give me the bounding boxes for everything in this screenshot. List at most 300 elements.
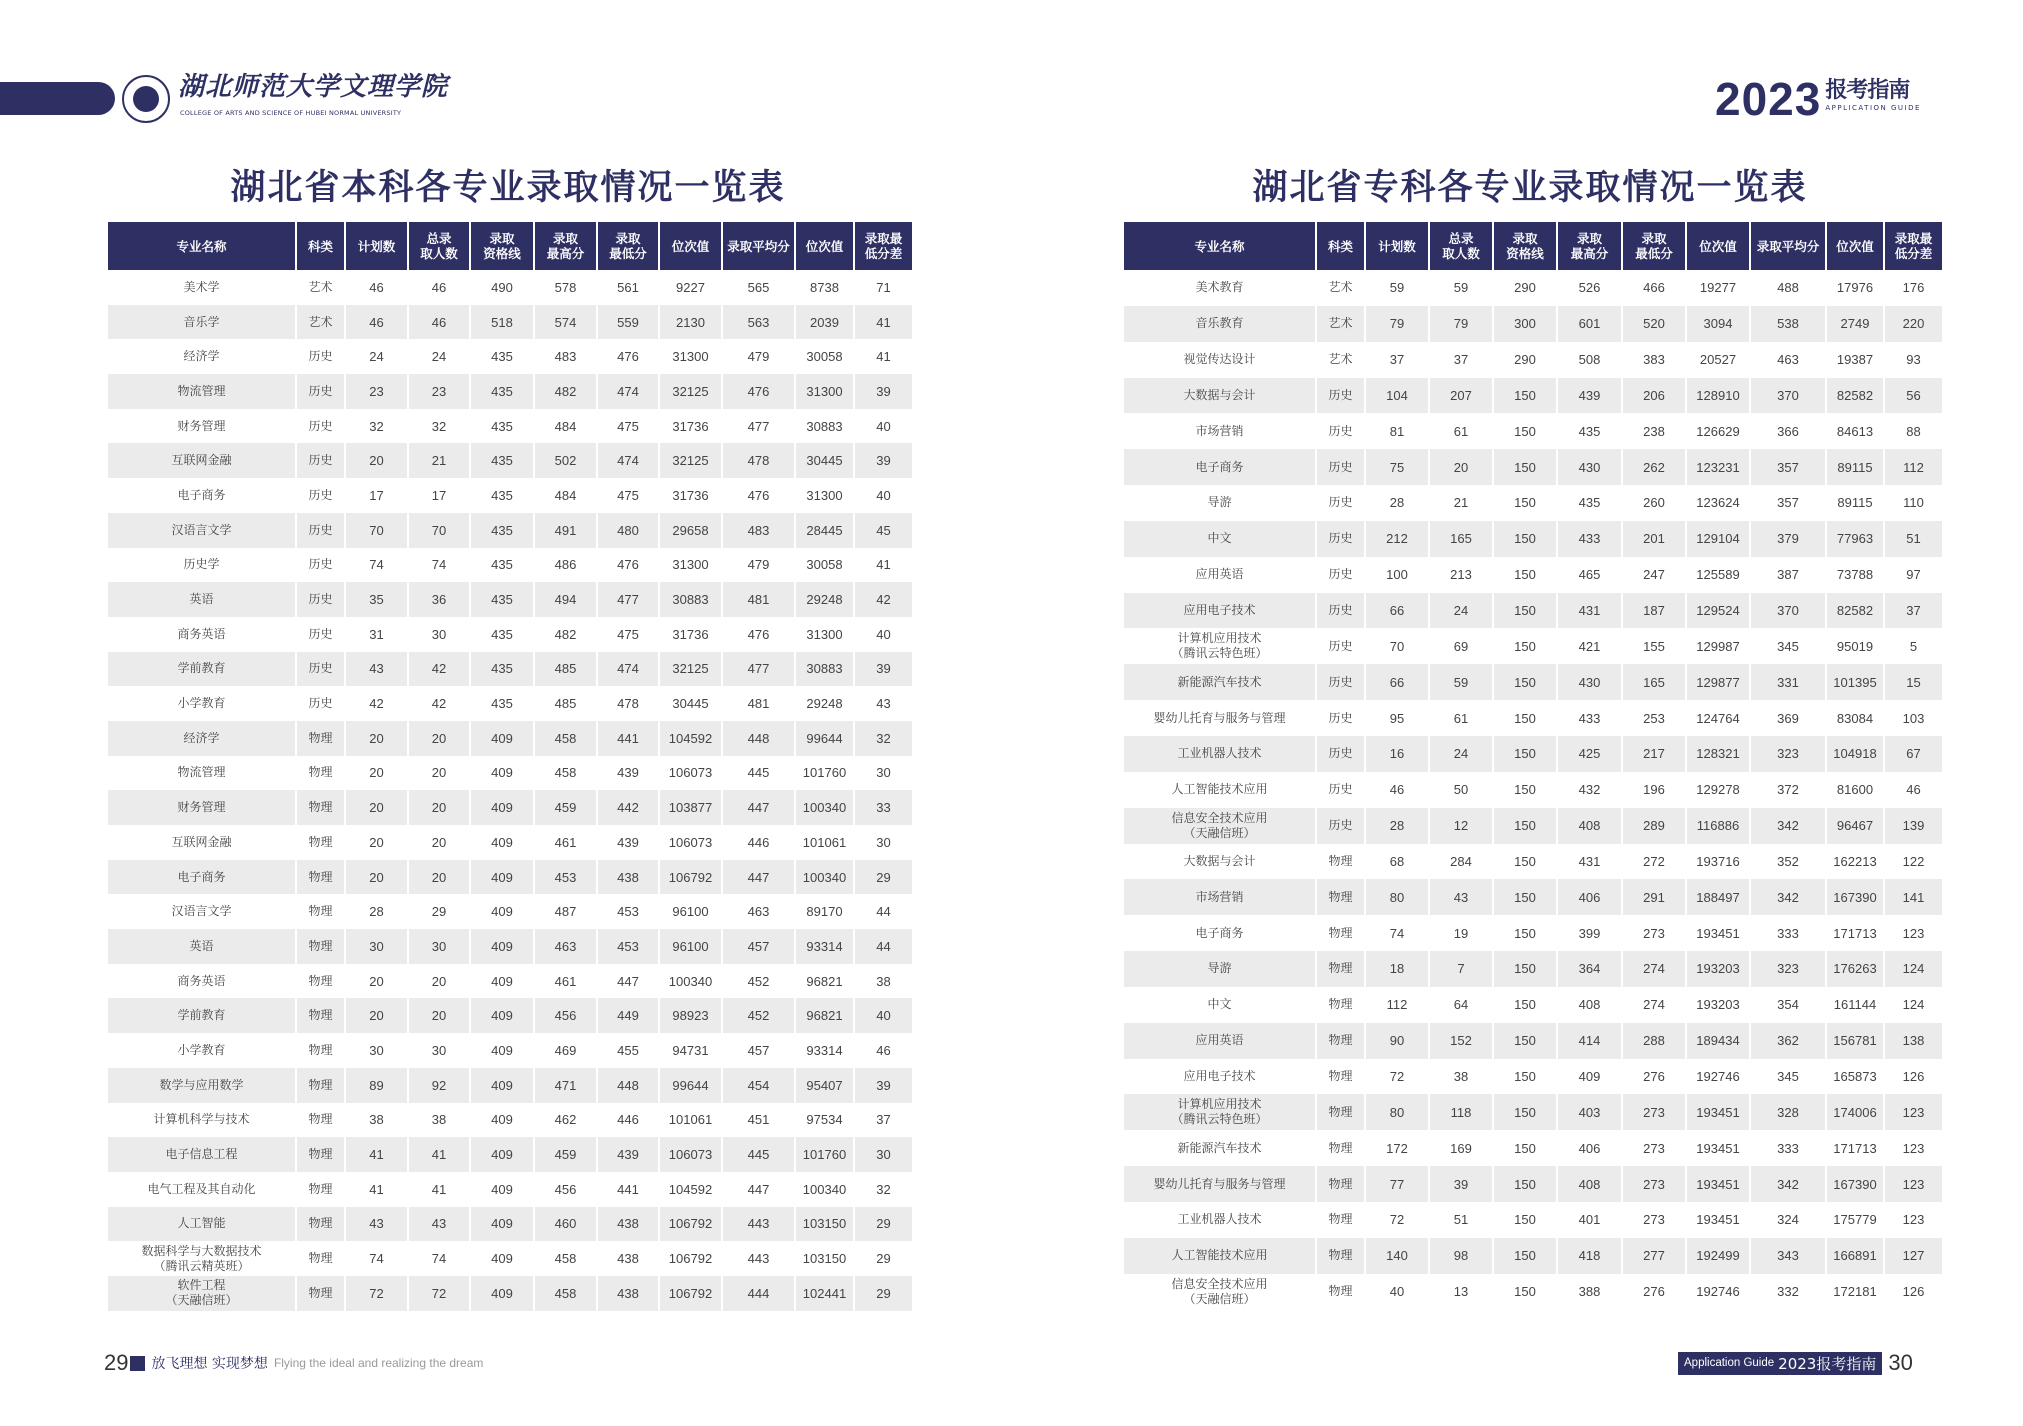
table-row: [1124, 664, 1942, 700]
cell-plan-count: 75: [1366, 449, 1430, 485]
table-row: [108, 513, 912, 548]
cell-rank: 31736: [660, 617, 723, 652]
cell-admitted-count: 21: [1430, 485, 1494, 521]
cell-min-score: 288: [1623, 1023, 1687, 1059]
cell-category: 物理: [1317, 1202, 1366, 1238]
cell-avg-score: 476: [723, 617, 796, 652]
cell-rank: 30445: [660, 686, 723, 721]
cell-plan-count: 89: [346, 1068, 409, 1103]
cell-avg-score: 362: [1751, 1023, 1827, 1059]
cell-plan-count: 41: [346, 1137, 409, 1172]
table-row: [1124, 772, 1942, 808]
cell-max-score: 458: [535, 1241, 598, 1276]
cell-qualify-line: 409: [471, 1137, 535, 1172]
cell-rank: 129524: [1687, 593, 1751, 629]
table-row: [108, 409, 912, 444]
cell-avg-rank: 161144: [1827, 987, 1885, 1023]
cell-avg-score: 446: [723, 825, 796, 860]
cell-major-name: 应用英语: [1124, 1023, 1317, 1059]
cell-category: 物理: [1317, 987, 1366, 1023]
cell-max-score: 484: [535, 478, 598, 513]
cell-category: 历史: [1317, 593, 1366, 629]
cell-category: 物理: [297, 1103, 346, 1138]
cell-category: 历史: [297, 374, 346, 409]
cell-min-score-diff: 29: [855, 1207, 912, 1242]
cell-min-score-diff: 37: [1885, 593, 1942, 629]
cell-rank: 94731: [660, 1033, 723, 1068]
cell-avg-score: 477: [723, 409, 796, 444]
cell-category: 艺术: [297, 270, 346, 305]
cell-admitted-count: 79: [1430, 306, 1494, 342]
cell-rank: 193203: [1687, 987, 1751, 1023]
cell-admitted-count: 24: [1430, 736, 1494, 772]
cell-rank: 101061: [660, 1103, 723, 1138]
footer-guide-en: Application Guide: [1684, 1357, 1775, 1369]
cell-plan-count: 41: [346, 1172, 409, 1207]
cell-qualify-line: 518: [471, 305, 535, 340]
cell-rank: 128321: [1687, 736, 1751, 772]
cell-avg-rank: 100340: [796, 860, 855, 895]
cell-admitted-count: 43: [1430, 879, 1494, 915]
cell-category: 历史: [297, 513, 346, 548]
cell-avg-score: 565: [723, 270, 796, 305]
table-row: [1124, 951, 1942, 987]
cell-avg-rank: 73788: [1827, 557, 1885, 593]
cell-qualify-line: 435: [471, 478, 535, 513]
table-row: [108, 964, 912, 999]
cell-admitted-count: 152: [1430, 1023, 1494, 1059]
cell-min-score: 206: [1623, 378, 1687, 414]
cell-qualify-line: 150: [1494, 628, 1558, 664]
cell-min-score: 273: [1623, 1130, 1687, 1166]
cell-admitted-count: 20: [409, 964, 471, 999]
cell-max-score: 433: [1558, 700, 1623, 736]
cell-min-score-diff: 139: [1885, 808, 1942, 844]
cell-qualify-line: 150: [1494, 1023, 1558, 1059]
cell-admitted-count: 92: [409, 1068, 471, 1103]
cell-max-score: 574: [535, 305, 598, 340]
cell-avg-score: 445: [723, 756, 796, 791]
cell-avg-score: 445: [723, 1137, 796, 1172]
cell-major-name: 电子商务: [108, 860, 297, 895]
cell-avg-score: 457: [723, 929, 796, 964]
cell-category: 艺术: [1317, 270, 1366, 306]
cell-max-score: 486: [535, 548, 598, 583]
cell-admitted-count: 207: [1430, 378, 1494, 414]
cell-qualify-line: 150: [1494, 1238, 1558, 1274]
column-header-admitted-count: 总录 取人数: [1430, 222, 1494, 270]
cell-min-score: 289: [1623, 808, 1687, 844]
cell-plan-count: 23: [346, 374, 409, 409]
cell-category: 历史: [1317, 628, 1366, 664]
cell-plan-count: 16: [1366, 736, 1430, 772]
cell-min-score: 383: [1623, 342, 1687, 378]
column-header-plan-count: 计划数: [346, 222, 409, 270]
table-row: [1124, 844, 1942, 880]
cell-min-score: 438: [598, 1241, 660, 1276]
cell-qualify-line: 150: [1494, 915, 1558, 951]
table-row: [108, 1137, 912, 1172]
cell-qualify-line: 150: [1494, 772, 1558, 808]
cell-plan-count: 42: [346, 686, 409, 721]
cell-avg-score: 448: [723, 721, 796, 756]
cell-category: 物理: [1317, 1130, 1366, 1166]
cell-major-name: 人工智能: [108, 1207, 297, 1242]
cell-min-score-diff: 123: [1885, 1094, 1942, 1130]
cell-major-name: 电子商务: [1124, 449, 1317, 485]
cell-min-score-diff: 71: [876, 279, 891, 295]
cell-min-score: 272: [1623, 844, 1687, 880]
cell-rank: 19277: [1687, 270, 1751, 306]
guide-title-en: APPLICATION GUIDE: [1825, 104, 1921, 112]
table-row: [108, 582, 912, 617]
cell-min-score: 276: [1623, 1274, 1687, 1310]
column-header-avg-score: 录取平均分: [1751, 222, 1827, 270]
cell-plan-count: 35: [346, 582, 409, 617]
cell-avg-score: 342: [1751, 879, 1827, 915]
cell-major-name: 应用电子技术: [1124, 1059, 1317, 1095]
slogan-cn: 放飞理想 实现梦想: [151, 1356, 268, 1372]
cell-rank: 98923: [660, 998, 723, 1033]
cell-max-score: 388: [1558, 1274, 1623, 1310]
table-row: [1124, 306, 1942, 342]
cell-admitted-count: 20: [409, 790, 471, 825]
cell-min-score-diff: 124: [1885, 951, 1942, 987]
cell-avg-score: 372: [1751, 772, 1827, 808]
cell-avg-score: 328: [1751, 1094, 1827, 1130]
cell-major-name: 信息安全技术应用 （天融信班）: [1124, 1274, 1317, 1310]
cell-category: 历史: [1317, 449, 1366, 485]
table-row: [1124, 628, 1942, 664]
cell-min-score-diff: 126: [1902, 1284, 1925, 1300]
cell-avg-score: 369: [1751, 700, 1827, 736]
cell-min-score: 277: [1623, 1238, 1687, 1274]
seal-emblem-icon: [133, 86, 159, 112]
cell-plan-count: 74: [346, 1241, 409, 1276]
cell-avg-rank: 101760: [796, 1137, 855, 1172]
cell-avg-score: 333: [1751, 915, 1827, 951]
guide-year: 2023: [1715, 73, 1822, 125]
cell-min-score: 273: [1623, 1094, 1687, 1130]
cell-avg-rank: 165873: [1827, 1059, 1885, 1095]
footer-guide-cn: 2023报考指南: [1778, 1354, 1877, 1373]
cell-plan-count: 37: [1366, 342, 1430, 378]
cell-rank: 189434: [1687, 1023, 1751, 1059]
cell-admitted-count: 74: [409, 1241, 471, 1276]
cell-admitted-count: 13: [1430, 1274, 1494, 1310]
cell-category: 物理: [1317, 1238, 1366, 1274]
cell-min-score-diff: 45: [855, 513, 912, 548]
table-row: [108, 1241, 912, 1276]
cell-min-score-diff: 138: [1885, 1023, 1942, 1059]
cell-avg-rank: 96821: [796, 998, 855, 1033]
table-row: [108, 1103, 912, 1138]
cell-major-name: 物流管理: [108, 374, 297, 409]
cell-min-score-diff: 51: [1885, 521, 1942, 557]
cell-max-score: 601: [1558, 306, 1623, 342]
cell-max-score: 482: [535, 374, 598, 409]
cell-category: 物理: [1317, 1023, 1366, 1059]
cell-min-score: 474: [598, 374, 660, 409]
cell-major-name: 汉语言文学: [108, 513, 297, 548]
cell-plan-count: 80: [1366, 1094, 1430, 1130]
cell-avg-rank: 82582: [1827, 378, 1885, 414]
cell-qualify-line: 435: [471, 617, 535, 652]
cell-plan-count: 28: [1366, 808, 1430, 844]
cell-category: 物理: [297, 1276, 346, 1311]
cell-rank: 9227: [660, 270, 723, 305]
cell-avg-score: 447: [723, 790, 796, 825]
cell-admitted-count: 59: [1430, 664, 1494, 700]
cell-avg-rank: 29248: [796, 686, 855, 721]
cell-rank: 31300: [660, 339, 723, 374]
cell-min-score: 480: [598, 513, 660, 548]
cell-qualify-line: 435: [471, 548, 535, 583]
cell-plan-count: 46: [346, 270, 409, 305]
cell-qualify-line: 435: [471, 686, 535, 721]
cell-plan-count: 59: [1366, 270, 1430, 306]
cell-qualify-line: 150: [1494, 1130, 1558, 1166]
cell-avg-score: 379: [1751, 521, 1827, 557]
cell-plan-count: 66: [1366, 664, 1430, 700]
page-number-right: 30: [1888, 1350, 1913, 1375]
cell-avg-rank: 77963: [1827, 521, 1885, 557]
cell-rank: 30883: [660, 582, 723, 617]
cell-max-score: 458: [535, 721, 598, 756]
cell-avg-rank: 2039: [796, 305, 855, 340]
cell-qualify-line: 150: [1494, 449, 1558, 485]
cell-admitted-count: 46: [409, 270, 471, 305]
cell-major-name: 数据科学与大数据技术 （腾讯云精英班）: [108, 1241, 297, 1276]
cell-avg-score: 370: [1751, 378, 1827, 414]
cell-avg-rank: 99644: [796, 721, 855, 756]
cell-min-score: 447: [598, 964, 660, 999]
cell-category: 物理: [297, 1172, 346, 1207]
table-row: [1124, 485, 1942, 521]
cell-max-score: 435: [1558, 485, 1623, 521]
cell-qualify-line: 300: [1494, 306, 1558, 342]
cell-category: 物理: [297, 964, 346, 999]
cell-min-score-diff: 67: [1885, 736, 1942, 772]
cell-min-score-diff: 123: [1902, 1140, 1925, 1156]
table-row: [1124, 879, 1942, 915]
table-row: [1124, 1023, 1942, 1059]
cell-avg-score: 479: [723, 339, 796, 374]
cell-max-score: 430: [1558, 449, 1623, 485]
cell-min-score: 476: [598, 548, 660, 583]
cell-qualify-line: 409: [471, 1207, 535, 1242]
cell-plan-count: 79: [1366, 306, 1430, 342]
cell-min-score-diff: 30: [876, 765, 891, 781]
cell-min-score-diff: 41: [876, 349, 891, 365]
cell-category: 物理: [297, 790, 346, 825]
cell-avg-rank: 89170: [796, 894, 855, 929]
cell-plan-count: 68: [1366, 844, 1430, 880]
cell-qualify-line: 435: [471, 339, 535, 374]
cell-rank: 192746: [1687, 1059, 1751, 1095]
cell-max-score: 465: [1558, 557, 1623, 593]
cell-plan-count: 72: [1366, 1059, 1430, 1095]
cell-avg-rank: 29248: [796, 582, 855, 617]
cell-category: 历史: [297, 548, 346, 583]
cell-category: 历史: [297, 582, 346, 617]
cell-avg-rank: 81600: [1827, 772, 1885, 808]
cell-major-name: 工业机器人技术: [1124, 1202, 1317, 1238]
cell-major-name: 英语: [108, 929, 297, 964]
cell-admitted-count: 21: [409, 443, 471, 478]
cell-rank: 193451: [1687, 915, 1751, 951]
cell-max-score: 421: [1558, 628, 1623, 664]
cell-avg-score: 444: [723, 1276, 796, 1311]
cell-rank: 123231: [1687, 449, 1751, 485]
cell-qualify-line: 409: [471, 964, 535, 999]
cell-avg-score: 563: [723, 305, 796, 340]
cell-min-score: 291: [1623, 879, 1687, 915]
cell-qualify-line: 150: [1494, 1166, 1558, 1202]
cell-rank: 32125: [660, 652, 723, 687]
cell-avg-score: 342: [1751, 808, 1827, 844]
cell-qualify-line: 150: [1494, 664, 1558, 700]
cell-plan-count: 40: [1366, 1274, 1430, 1310]
cell-category: 物理: [297, 860, 346, 895]
cell-max-score: 406: [1558, 879, 1623, 915]
cell-min-score: 475: [598, 478, 660, 513]
cell-min-score: 455: [598, 1033, 660, 1068]
cell-rank: 106792: [660, 860, 723, 895]
cell-avg-score: 481: [723, 686, 796, 721]
cell-min-score-diff: 123: [1885, 1166, 1942, 1202]
cell-category: 历史: [297, 339, 346, 374]
cell-max-score: 399: [1558, 915, 1623, 951]
cell-admitted-count: 70: [409, 513, 471, 548]
cell-major-name: 应用英语: [1124, 557, 1317, 593]
cell-avg-score: 357: [1751, 449, 1827, 485]
cell-min-score: 477: [598, 582, 660, 617]
cell-plan-count: 212: [1366, 521, 1430, 557]
table-row: [1124, 1238, 1942, 1274]
cell-major-name: 新能源汽车技术: [1124, 1130, 1317, 1166]
cell-rank: 188497: [1687, 879, 1751, 915]
cell-rank: 104592: [660, 721, 723, 756]
cell-min-score: 446: [598, 1103, 660, 1138]
cell-avg-rank: 167390: [1827, 879, 1885, 915]
table-row: [1124, 521, 1942, 557]
cell-plan-count: 70: [346, 513, 409, 548]
cell-max-score: 409: [1558, 1059, 1623, 1095]
cell-admitted-count: 41: [409, 1172, 471, 1207]
cell-min-score-diff: 141: [1885, 879, 1942, 915]
table-row: [108, 929, 912, 964]
cell-min-score: 253: [1623, 700, 1687, 736]
cell-qualify-line: 409: [471, 1276, 535, 1311]
cell-major-name: 英语: [108, 582, 297, 617]
table-row: [108, 305, 912, 340]
cell-admitted-count: 30: [409, 1033, 471, 1068]
cell-qualify-line: 409: [471, 860, 535, 895]
cell-rank: 193451: [1687, 1094, 1751, 1130]
table-row: [1124, 1094, 1942, 1130]
cell-rank: 104592: [660, 1172, 723, 1207]
table-row: [108, 721, 912, 756]
column-header-plan-count: 计划数: [1366, 222, 1430, 270]
cell-qualify-line: 435: [471, 513, 535, 548]
guide-title-cn: 报考指南: [1825, 78, 1910, 103]
cell-max-score: 502: [535, 443, 598, 478]
cell-min-score-diff: 39: [855, 1068, 912, 1103]
cell-min-score-diff: 40: [876, 626, 891, 642]
cell-plan-count: 140: [1366, 1238, 1430, 1274]
cell-min-score-diff: 123: [1902, 925, 1925, 941]
column-header-qualify-line: 录取 资格线: [1494, 222, 1558, 270]
cell-min-score-diff: 40: [855, 998, 912, 1033]
cell-major-name: 数学与应用数学: [108, 1068, 297, 1103]
table-row: [1124, 342, 1942, 378]
cell-max-score: 494: [535, 582, 598, 617]
cell-max-score: 491: [535, 513, 598, 548]
cell-rank: 106792: [660, 1276, 723, 1311]
cell-avg-rank: 171713: [1827, 1130, 1885, 1166]
cell-major-name: 信息安全技术应用 （天融信班）: [1124, 808, 1317, 844]
cell-max-score: 459: [535, 790, 598, 825]
cell-avg-score: 483: [723, 513, 796, 548]
cell-major-name: 学前教育: [108, 998, 297, 1033]
column-header-major-name: 专业名称: [1124, 222, 1317, 270]
cell-max-score: 460: [535, 1207, 598, 1242]
cell-rank: 193451: [1687, 1166, 1751, 1202]
cell-major-name: 市场营销: [1124, 413, 1317, 449]
column-header-major-name: 专业名称: [108, 222, 297, 270]
cell-rank: 3094: [1687, 306, 1751, 342]
cell-admitted-count: 20: [409, 721, 471, 756]
cell-plan-count: 46: [1366, 772, 1430, 808]
cell-min-score-diff: 127: [1885, 1238, 1942, 1274]
cell-qualify-line: 150: [1494, 593, 1558, 629]
cell-avg-score: 324: [1751, 1202, 1827, 1238]
cell-avg-rank: 83084: [1827, 700, 1885, 736]
cell-min-score-diff: 41: [876, 557, 891, 573]
cell-avg-rank: 162213: [1827, 844, 1885, 880]
cell-category: 物理: [1317, 951, 1366, 987]
cell-major-name: 历史学: [108, 548, 297, 583]
table-row: [1124, 987, 1942, 1023]
cell-category: 物理: [297, 1241, 346, 1276]
table-row: [1124, 1059, 1942, 1095]
cell-plan-count: 20: [346, 443, 409, 478]
cell-max-score: 408: [1558, 987, 1623, 1023]
cell-category: 历史: [1317, 557, 1366, 593]
cell-plan-count: 20: [346, 998, 409, 1033]
cell-major-name: 汉语言文学: [108, 894, 297, 929]
cell-avg-rank: 100340: [796, 790, 855, 825]
cell-admitted-count: 20: [409, 756, 471, 791]
cell-min-score: 474: [598, 652, 660, 687]
cell-qualify-line: 409: [471, 756, 535, 791]
cell-avg-score: 478: [723, 443, 796, 478]
cell-min-score-diff: 220: [1885, 306, 1942, 342]
cell-category: 物理: [297, 1068, 346, 1103]
cell-max-score: 432: [1558, 772, 1623, 808]
cell-qualify-line: 150: [1494, 951, 1558, 987]
cell-min-score: 273: [1623, 1202, 1687, 1238]
cell-avg-rank: 103150: [796, 1241, 855, 1276]
table-row: [1124, 808, 1942, 844]
cell-rank: 193451: [1687, 1130, 1751, 1166]
cell-min-score: 247: [1623, 557, 1687, 593]
cell-min-score-diff: 112: [1885, 449, 1942, 485]
cell-min-score-diff: 103: [1902, 710, 1925, 726]
cell-min-score: 217: [1623, 736, 1687, 772]
cell-qualify-line: 150: [1494, 844, 1558, 880]
